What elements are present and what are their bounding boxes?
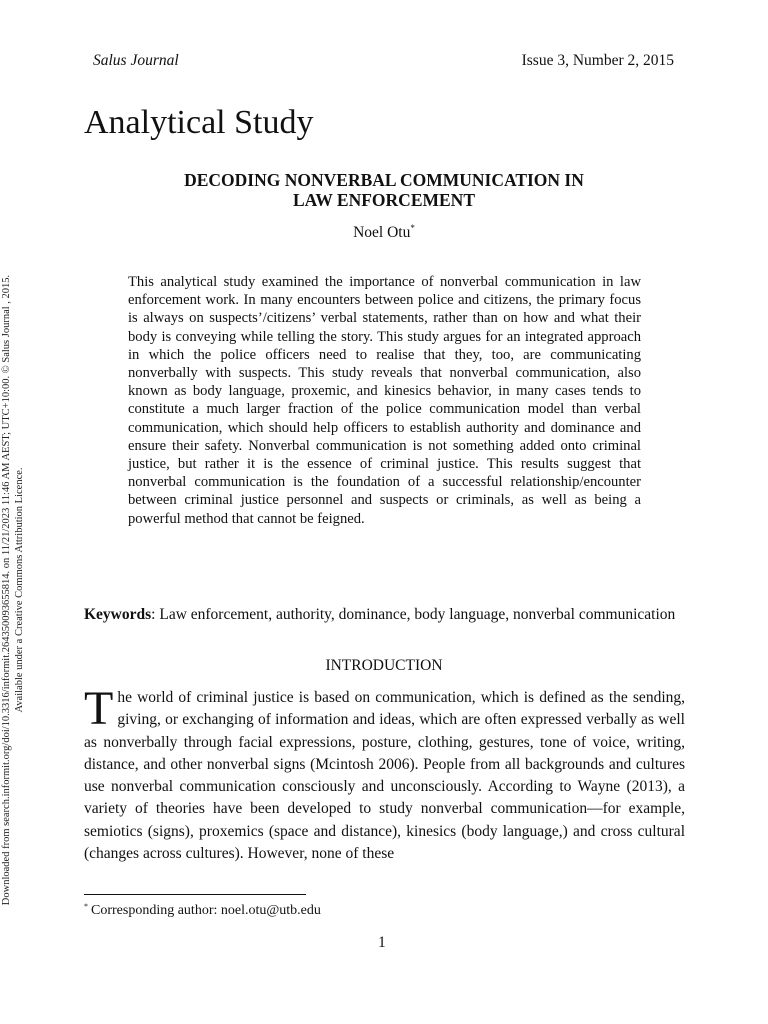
- footnote-mark: *: [84, 902, 88, 911]
- page-number: 1: [378, 934, 386, 951]
- download-notice: [0, 220, 26, 960]
- issue-info: Issue 3, Number 2, 2015: [521, 52, 674, 69]
- keywords: [84, 604, 684, 626]
- footnote-text: Corresponding author: noel.otu@utb.edu: [91, 903, 321, 918]
- paper-title-line-2: LAW ENFORCEMENT: [293, 190, 475, 210]
- introduction-heading: INTRODUCTION: [325, 657, 443, 674]
- abstract: This analytical study examined the importance of nonverbal communication in law enforcement work. In many encounters between police and citizens, the primary focus is always on suspects’/citizens’ verbal statements, rather than on how and what their body is conveying while telling the story. This study argues for an integrated approach in which the police officers need to realise that they, too, are communicating nonverbally with suspects. This study reveals that nonverbal communication, also known as body language, proxemic, and kinesics behavior, in many cases tends to constitute a much larger fraction of the police communication model than verbal communication, which should help officers to establish authority and dominance and ensure their safety. Nonverbal communication is not something added onto criminal justice, but rather it is the essence of criminal justice. This results suggest that nonverbal communication is the foundation of a successful relationship/encounter between criminal justice personnel and suspects or criminals, as well as being a powerful method that cannot be feigned.: [128, 274, 641, 527]
- keywords-text: : Law enforcement, authority, dominance, body language, nonverbal communication: [151, 606, 676, 623]
- keywords-label: Keywords: [84, 606, 152, 623]
- author-name: Noel Otu: [353, 224, 411, 241]
- section-title: Analytical Study: [84, 104, 314, 141]
- introduction-text: he world of criminal justice is based on communication, which is defined as the sending, giving, or exchanging of information and ideas, which are often expressed verbally as well as nonverbally through facial expressions, posture, clothing, gestures, tone of voice, writing, distance, and other nonverbal signs (Mcintosh 2006). People from all backgrounds and cultures use nonverbal communication consciously and unconsciously. According to Wayne (2013), a variety of theories have been developed to study nonverbal communication—for example, semiotics (signs), proxemics (space and distance), kinesics (body language,) and cross cultural (changes across cultures). However, none of these: [84, 689, 685, 863]
- download-notice-line-1: Downloaded from search.informit.org/doi/10.3316/informit.264350093655814. on 11/21/2023 11:46 AM AEST; UTC+10:00. © Salus Journal , 2015.: [1, 274, 12, 906]
- paper-title: [84, 170, 684, 210]
- author-line: [84, 224, 684, 242]
- journal-name: Salus Journal: [93, 52, 179, 69]
- author-footnote-mark: *: [410, 223, 415, 233]
- introduction-paragraph: [84, 682, 685, 865]
- footnote: [84, 903, 321, 919]
- paper-title-line-1: DECODING NONVERBAL COMMUNICATION IN: [184, 170, 584, 190]
- download-notice-line-2: Available under a Creative Commons Attribution Licence.: [14, 467, 25, 713]
- footnote-divider: [84, 894, 306, 895]
- drop-cap: T: [84, 682, 114, 735]
